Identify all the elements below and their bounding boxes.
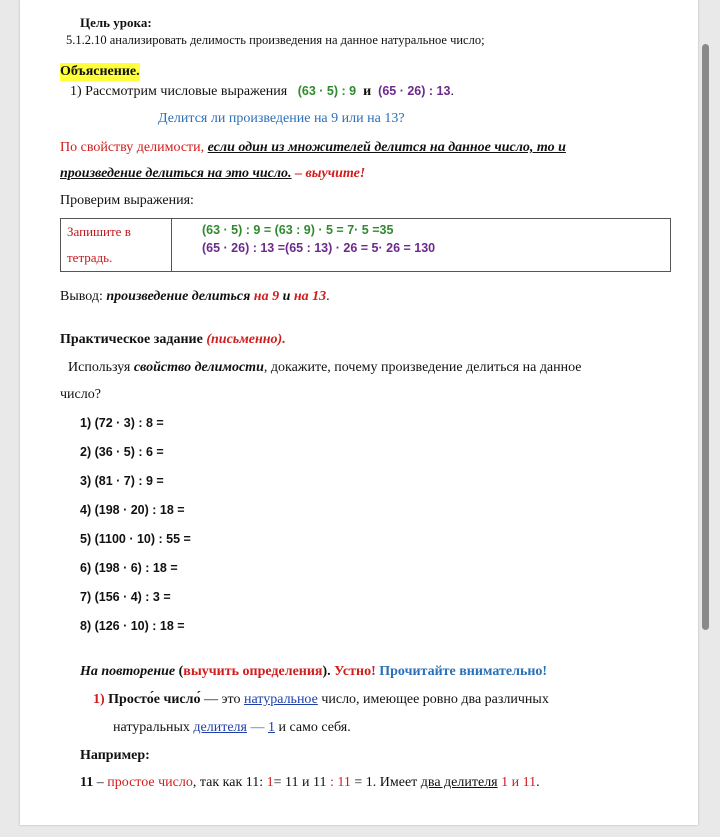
task-7: 7) (156 · 4) : 3 =: [80, 590, 171, 604]
question-text: Делится ли произведение на 9 или на 13?: [158, 111, 405, 126]
definition-end: и само себя.: [274, 720, 351, 735]
explanation-label: Объяснение.: [60, 64, 140, 79]
example-prime: простое число: [107, 775, 193, 790]
notebook-box-equations: [172, 219, 671, 272]
conclusion-and: и: [282, 289, 291, 304]
equation-2-right: =(65 : 13) · 26 = 5· 26 = 130: [274, 241, 436, 255]
instruction-line-1: Запишите в: [67, 224, 131, 239]
conclusion-text: произведение делиться: [106, 289, 251, 304]
example-line: [80, 774, 540, 792]
example-divisors: 1 и 11: [497, 775, 537, 790]
review-read: Прочитайте внимательно!: [375, 664, 548, 679]
instruction-line-2: тетрадь.: [67, 250, 113, 265]
instruction-a: Используя: [68, 360, 134, 375]
notebook-box: [60, 218, 671, 272]
divisibility-rule-line-1: [60, 139, 566, 157]
task-3: 3) (81 · 7) : 9 =: [80, 474, 164, 488]
instruction-c: , докажите, почему произведение делиться на данное: [263, 360, 582, 375]
equation-1-left: (63 · 5) : 9: [202, 223, 261, 237]
task-2: 2) (36 · 5) : 6 =: [80, 445, 164, 459]
conclusion-period: .: [326, 289, 330, 304]
example-dash: –: [93, 775, 108, 790]
task-6: 6) (198 · 6) : 18 =: [80, 561, 178, 575]
divisor-link[interactable]: делителя: [193, 720, 247, 735]
example-has: = 1. Имеет: [350, 775, 421, 790]
conclusion: [60, 288, 330, 306]
review-paren-open: (: [175, 664, 184, 679]
example-number: 11: [80, 775, 94, 790]
definition-natural: натуральных: [113, 720, 194, 735]
example-two-divisors: два делителя: [420, 775, 498, 790]
review-oral: Устно!: [334, 664, 376, 679]
rule-text-b: произведение делиться на это число.: [60, 166, 292, 181]
practice-instruction-line-1: [68, 359, 582, 377]
rule-intro: По свойству делимости,: [60, 140, 208, 155]
practice-title-note: (письменно).: [202, 332, 286, 347]
equation-1: [202, 221, 670, 239]
definition-term: Просто́е число́: [104, 692, 201, 707]
natural-link[interactable]: натуральное: [243, 692, 318, 707]
task-4: 4) (198 · 20) : 18 =: [80, 503, 185, 517]
definition-text: число, имеющее ровно два различных: [317, 692, 549, 707]
definition-dash-2: —: [246, 720, 268, 735]
rule-memorize: – выучите!: [291, 166, 366, 181]
task-1: 1) (72 · 3) : 8 =: [80, 416, 164, 430]
practice-title-text: Практическое задание: [60, 332, 203, 347]
check-text: Проверим выражения:: [60, 193, 194, 208]
conclusion-13: на 13: [290, 289, 327, 304]
one-link[interactable]: 1: [267, 720, 275, 735]
goal-text: 5.1.2.10 анализировать делимость произведения на данное натуральное число;: [66, 33, 485, 47]
example-div11: : 11: [329, 775, 351, 790]
period: .: [450, 84, 454, 99]
explanation-item-1: [70, 82, 454, 101]
expression-2: (65 · 26) : 13: [378, 84, 451, 98]
instruction-b: свойство делимости: [133, 360, 264, 375]
definition-number: 1): [93, 692, 105, 707]
definition-line-1: [93, 691, 549, 709]
divisibility-rule-line-2: [60, 165, 365, 183]
example-one: 1: [266, 775, 274, 790]
review-heading: [80, 663, 547, 681]
task-8: 8) (126 · 10) : 18 =: [80, 619, 185, 633]
example-because: , так как 11:: [192, 775, 267, 790]
item1-prefix: 1) Рассмотрим числовые выражения: [70, 84, 288, 99]
and-word: и: [363, 84, 372, 99]
review-title: На повторение: [80, 664, 176, 679]
equation-2-left: (65 · 26) : 13: [202, 241, 275, 255]
conclusion-9: на 9: [250, 289, 283, 304]
practice-instruction-line-2: число?: [60, 387, 101, 402]
goal-label: Цель урока:: [80, 15, 152, 30]
definition-dash: — это: [200, 692, 244, 707]
equation-2: [202, 239, 670, 257]
example-label: Например:: [80, 748, 150, 763]
task-5: 5) (1100 · 10) : 55 =: [80, 532, 191, 546]
definition-line-2: [113, 719, 351, 737]
practice-title: [60, 331, 286, 349]
expression-1: (63 · 5) : 9: [297, 84, 357, 98]
review-learn: выучить определения: [183, 664, 323, 679]
example-eq: = 11 и 11: [273, 775, 330, 790]
rule-text-a: если один из множителей делится на данное число, то и: [207, 140, 566, 155]
equation-1-right: = (63 : 9) · 5 = 7· 5 =35: [260, 223, 394, 237]
vertical-scrollbar[interactable]: [702, 44, 709, 630]
example-period: .: [536, 775, 540, 790]
conclusion-label: Вывод:: [60, 289, 107, 304]
notebook-box-instruction: [61, 219, 172, 272]
review-paren-close: ).: [322, 664, 335, 679]
